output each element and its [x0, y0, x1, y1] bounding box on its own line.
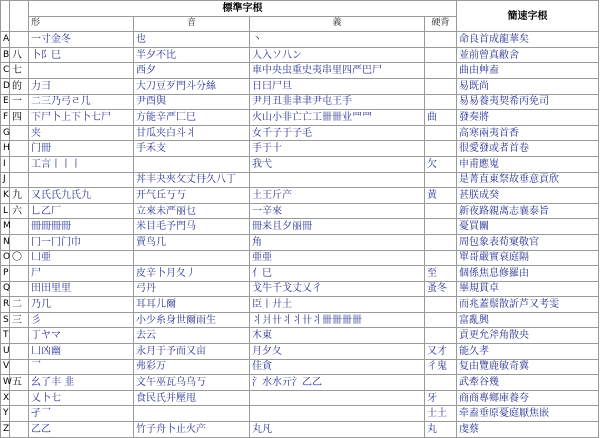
table-row — [1, 141, 599, 157]
sound-roots: 尹酉與 — [134, 94, 250, 110]
quick-roots: 申甫應嵬 — [457, 156, 599, 172]
table-row — [1, 47, 599, 63]
meaning-roots: 我弋 — [250, 156, 425, 172]
meaning-roots: 手于十 — [250, 141, 425, 157]
quick-roots: 新夜路親离志襄泰旨 — [457, 203, 599, 219]
hard-roots: 至 — [425, 266, 457, 282]
sound-roots: 弗彩万 — [134, 359, 250, 375]
quick-roots: 易易養夷契希丙免司 — [457, 94, 599, 110]
row-key: D — [1, 78, 10, 94]
row-key: V — [1, 359, 10, 375]
table-row — [1, 422, 599, 438]
row-key: N — [1, 234, 10, 250]
row-code: 的 — [10, 78, 29, 94]
quick-roots: 曲由艸盍 — [457, 63, 599, 79]
form-roots: 工言丨丨丨 — [29, 156, 134, 172]
sound-roots: 文午巫瓦乌乌丂 — [134, 375, 250, 391]
meaning-roots — [250, 390, 425, 406]
quick-roots: 並前曾真敝舍 — [457, 47, 599, 63]
hard-roots — [425, 172, 457, 188]
meaning-column-heading: 義 — [250, 16, 425, 32]
row-key: L — [1, 203, 10, 219]
row-key: M — [1, 219, 10, 235]
meaning-roots: 冊来且夕丽冊 — [250, 219, 425, 235]
meaning-roots: 月夕夂 — [250, 344, 425, 360]
table-row — [1, 78, 599, 94]
form-roots: 乚乙厂 — [29, 203, 134, 219]
row-key: B — [1, 47, 10, 63]
form-roots — [29, 172, 134, 188]
table-row — [1, 359, 599, 375]
hard-roots: 蚤冬 — [425, 281, 457, 297]
quick-roots: 很愛發或者首卷 — [457, 141, 599, 157]
row-key: T — [1, 328, 10, 344]
sound-roots: 竹子舟卜止火产 — [134, 422, 250, 438]
form-roots: 孑乛 — [29, 406, 134, 422]
hard-roots: 黄 — [425, 188, 457, 204]
meaning-roots: 丶 — [250, 32, 425, 48]
form-roots: 卜阝巳 — [29, 47, 134, 63]
table-row — [1, 281, 599, 297]
table-row — [1, 110, 599, 126]
row-key: U — [1, 344, 10, 360]
sound-roots: 永月于予而又亩 — [134, 344, 250, 360]
table-row — [1, 375, 599, 391]
quick-roots: 高寒兩夷首香 — [457, 125, 599, 141]
table-row — [1, 203, 599, 219]
row-code: 四 — [10, 110, 29, 126]
hard-roots — [425, 125, 457, 141]
form-roots: 幺了丰 韭 — [29, 375, 134, 391]
table-row — [1, 63, 599, 79]
hard-roots: 曲 — [425, 110, 457, 126]
row-key: F — [1, 110, 10, 126]
quick-roots-heading: 簡速字根 — [457, 1, 599, 32]
meaning-roots: 一辛來 — [250, 203, 425, 219]
quick-roots: 個係焦息修羅由 — [457, 266, 599, 282]
form-roots: 丁ヤマ — [29, 328, 134, 344]
table-row — [1, 390, 599, 406]
row-key: C — [1, 63, 10, 79]
row-key: A — [1, 32, 10, 48]
hard-roots: 又才 — [425, 344, 457, 360]
meaning-roots: 丬爿卄丬丬卄丬卌卌卌卌 — [250, 312, 425, 328]
meaning-roots: 亻巳 — [250, 266, 425, 282]
row-key: X — [1, 390, 10, 406]
form-column-heading: 形 — [29, 16, 134, 32]
table-body — [1, 32, 599, 437]
form-roots — [29, 63, 134, 79]
row-code — [10, 328, 29, 344]
hard-roots — [425, 328, 457, 344]
quick-roots: 單哥嚴實衰庭隔 — [457, 250, 599, 266]
form-roots: 乛 — [29, 359, 134, 375]
table-row — [1, 297, 599, 313]
hard-roots: 士土 — [425, 406, 457, 422]
sound-roots: 大刀豆歹門斗分絲 — [134, 78, 250, 94]
quick-roots: 易既尚 — [457, 78, 599, 94]
hard-roots: 彳鬼 — [425, 359, 457, 375]
form-roots: 冊冊冊冊 — [29, 219, 134, 235]
row-key: K — [1, 188, 10, 204]
hard-roots — [425, 297, 457, 313]
table-row — [1, 94, 599, 110]
row-key: J — [1, 172, 10, 188]
quick-roots: 能久孝 — [457, 344, 599, 360]
table-row — [1, 32, 599, 48]
quick-roots: 是菁直東祭故垂意貢欣 — [457, 172, 599, 188]
sound-roots: 手禾支 — [134, 141, 250, 157]
sound-roots: 弓丹 — [134, 281, 250, 297]
meaning-roots: 車中央虫重史夷串里四严巴尸 — [250, 63, 425, 79]
sound-roots — [134, 250, 250, 266]
row-key: Z — [1, 422, 10, 438]
form-roots: 下尸卜上下卜七尸 — [29, 110, 134, 126]
meaning-roots: 氵水水亓氵乙乙 — [250, 375, 425, 391]
hard-roots — [425, 94, 457, 110]
form-roots: 冂一冂门巾 — [29, 234, 134, 250]
sound-roots: 食民氏并壓甩 — [134, 390, 250, 406]
meaning-roots: 木東 — [250, 328, 425, 344]
sound-roots — [134, 406, 250, 422]
form-roots: 门冊 — [29, 141, 134, 157]
hard-roots — [425, 203, 457, 219]
meaning-roots — [250, 172, 425, 188]
meaning-roots: 亜亜 — [250, 250, 425, 266]
table-row — [1, 172, 599, 188]
row-code: 三 — [10, 312, 29, 328]
quick-roots: 商商專鄉庫養夸 — [457, 390, 599, 406]
row-key: S — [1, 312, 10, 328]
table-row — [1, 156, 599, 172]
meaning-roots: 女千子于子毛 — [250, 125, 425, 141]
row-key: H — [1, 141, 10, 157]
meaning-roots: 日曰尸旦 — [250, 78, 425, 94]
row-code — [10, 390, 29, 406]
row-code — [10, 406, 29, 422]
sound-roots: 立來未严丽乜 — [134, 203, 250, 219]
meaning-roots — [250, 406, 425, 422]
quick-roots: 而兆蓋鬃散訢芦又考雯 — [457, 297, 599, 313]
row-code: 二 — [10, 297, 29, 313]
form-roots: 尸 — [29, 266, 134, 282]
meaning-roots: 火山小非亡亡工卌卌业罒罒 — [250, 110, 425, 126]
hard-roots — [425, 250, 457, 266]
row-key: G — [1, 125, 10, 141]
row-code — [10, 344, 29, 360]
row-key: O — [1, 250, 10, 266]
sound-roots: 去云 — [134, 328, 250, 344]
row-code — [10, 32, 29, 48]
quick-roots: 命良首成龍華矣 — [457, 32, 599, 48]
quick-roots: 虔蔡 — [457, 422, 599, 438]
form-roots: 凵凶幽 — [29, 344, 134, 360]
sound-column-heading: 音 — [134, 16, 250, 32]
table-row — [1, 328, 599, 344]
hard-roots: 丸 — [425, 422, 457, 438]
row-code: 六 — [10, 203, 29, 219]
row-code — [10, 172, 29, 188]
hard-roots: 牙 — [425, 390, 457, 406]
meaning-roots: 戈牛千戈丈乂彳 — [250, 281, 425, 297]
quick-roots: 畢規貫卓 — [457, 281, 599, 297]
row-code: 五 — [10, 375, 29, 391]
hard-roots — [425, 63, 457, 79]
row-code — [10, 266, 29, 282]
row-code: 九 — [10, 188, 29, 204]
sound-roots: 米目毛予門马 — [134, 219, 250, 235]
quick-roots: 憂買關 — [457, 219, 599, 235]
row-key: Q — [1, 281, 10, 297]
form-roots: 彡 — [29, 312, 134, 328]
hard-roots — [425, 312, 457, 328]
sound-roots: 賣鸟几 — [134, 234, 250, 250]
quick-roots: 富亂興 — [457, 312, 599, 328]
sound-roots: 也 — [134, 32, 250, 48]
hard-roots — [425, 32, 457, 48]
sound-roots: 皮辛卜月夂丿 — [134, 266, 250, 282]
row-code — [10, 281, 29, 297]
meaning-roots: 人入ソ八ン — [250, 47, 425, 63]
row-code — [10, 156, 29, 172]
form-roots: 二三乃弓ㄹ几 — [29, 94, 134, 110]
sound-roots: 方能辛严匚巳 — [134, 110, 250, 126]
meaning-roots: 丸凡 — [250, 422, 425, 438]
hard-roots — [425, 234, 457, 250]
row-code: 〇 — [10, 250, 29, 266]
table-row — [1, 266, 599, 282]
quick-roots: 周包象表荀窠敬官 — [457, 234, 599, 250]
hard-roots — [425, 375, 457, 391]
table-row — [1, 344, 599, 360]
table-row — [1, 250, 599, 266]
form-roots: 凵亜 — [29, 250, 134, 266]
sound-roots — [134, 156, 250, 172]
form-roots: 力彐 — [29, 78, 134, 94]
row-code — [10, 359, 29, 375]
standard-roots-heading: 標準字根 — [29, 1, 457, 17]
hard-roots — [425, 47, 457, 63]
row-code — [10, 234, 29, 250]
sound-roots: 耳耳儿爾 — [134, 297, 250, 313]
row-code — [10, 125, 29, 141]
form-roots: 夹 — [29, 125, 134, 141]
row-key: P — [1, 266, 10, 282]
quick-roots: 發奏將 — [457, 110, 599, 126]
row-key: I — [1, 156, 10, 172]
hard-roots — [425, 219, 457, 235]
table-row — [1, 219, 599, 235]
row-key: E — [1, 94, 10, 110]
sound-roots: 小少糸身世爾雨生 — [134, 312, 250, 328]
row-code — [10, 141, 29, 157]
meaning-roots: 尹月丑韭聿聿尹屯王手 — [250, 94, 425, 110]
row-key: W — [1, 375, 10, 391]
row-code: 一 — [10, 94, 29, 110]
form-roots: 一寸金冬 — [29, 32, 134, 48]
sound-roots: 开气丘丂丂 — [134, 188, 250, 204]
meaning-roots: 角 — [250, 234, 425, 250]
table-row — [1, 312, 599, 328]
meaning-roots: 土王斤产 — [250, 188, 425, 204]
quick-roots: 牵盍垂原憂庭厭焦嵌 — [457, 406, 599, 422]
hard-memorize-column-heading: 硬背 — [425, 16, 457, 32]
form-roots: 乙乙 — [29, 422, 134, 438]
table-row — [1, 234, 599, 250]
quick-roots: 貢更允斧角散央 — [457, 328, 599, 344]
hard-roots — [425, 78, 457, 94]
row-code — [10, 219, 29, 235]
row-code — [10, 422, 29, 438]
table-row — [1, 125, 599, 141]
meaning-roots: 佳貪 — [250, 359, 425, 375]
table-row — [1, 188, 599, 204]
row-key: Y — [1, 406, 10, 422]
form-roots: 又氏氏九氏九 — [29, 188, 134, 204]
header-row-top — [1, 1, 599, 17]
hard-roots — [425, 141, 457, 157]
form-roots: 乃几 — [29, 297, 134, 313]
quick-roots: 甚朕成癸 — [457, 188, 599, 204]
meaning-roots: 臣丨廾土 — [250, 297, 425, 313]
hard-roots: 欠 — [425, 156, 457, 172]
row-code: 七 — [10, 63, 29, 79]
sound-roots: 丼丰夬夾攵丈冄久八丁 — [134, 172, 250, 188]
sound-roots: 西夕 — [134, 63, 250, 79]
sound-roots: 甘瓜夹白斗丬 — [134, 125, 250, 141]
form-roots: 田田里里 — [29, 281, 134, 297]
sound-roots: 半夕不比 — [134, 47, 250, 63]
quick-roots: 复由覽鹿敏奇冀 — [457, 359, 599, 375]
form-roots: 乂卜七 — [29, 390, 134, 406]
row-code: 八 — [10, 47, 29, 63]
row-key: R — [1, 297, 10, 313]
quick-roots: 武牽谷幾 — [457, 375, 599, 391]
table-row — [1, 406, 599, 422]
